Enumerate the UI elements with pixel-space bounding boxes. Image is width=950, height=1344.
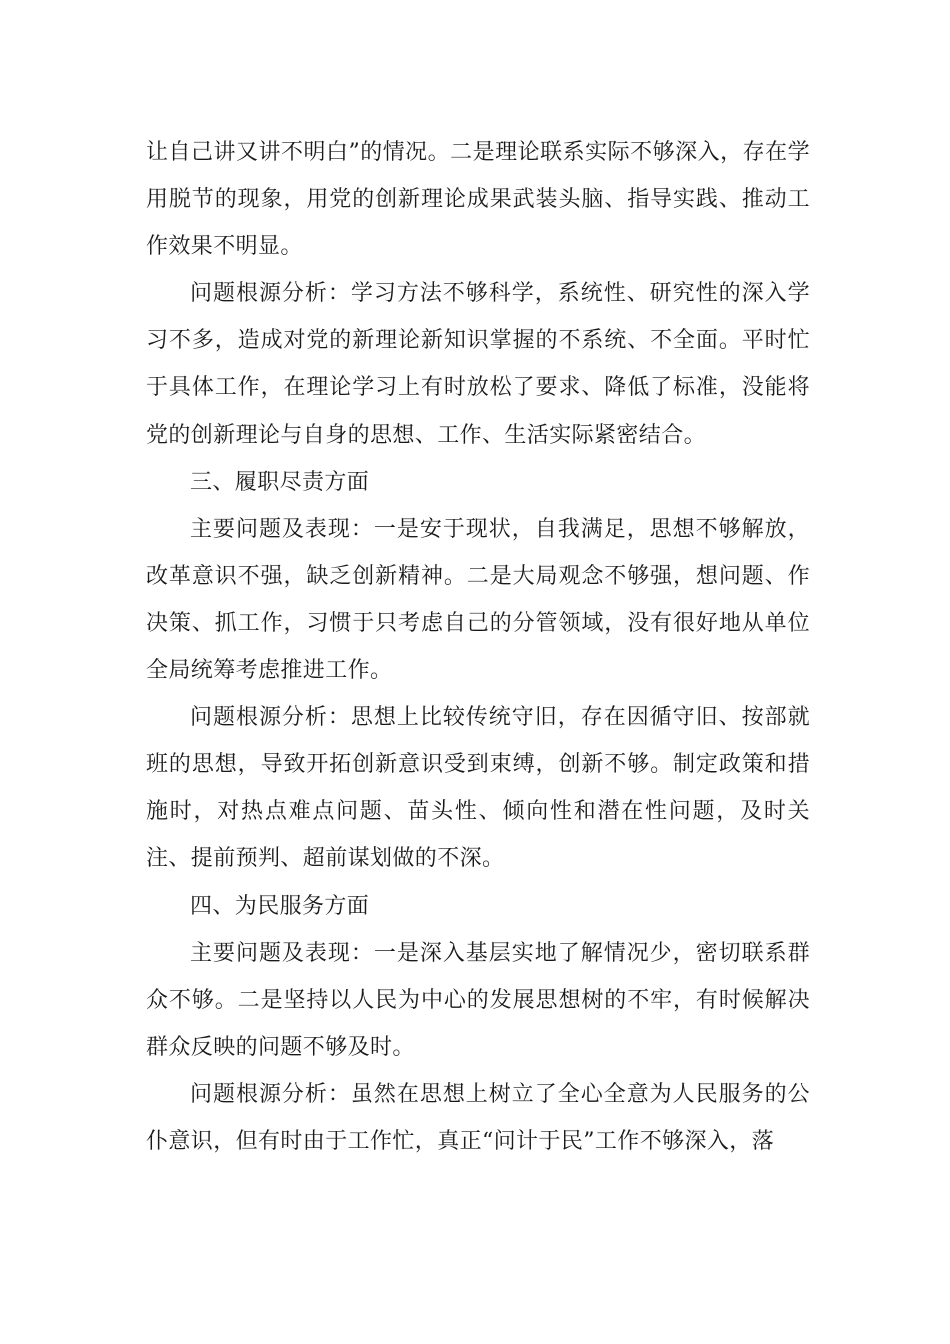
body-paragraph-main-problems: 主要问题及表现：一是安于现状，自我满足，思想不够解放，改革意识不强，缺乏创新精神。二是大局观念不够强，想问题、作决策、抓工作，习惯于只考虑自己的分管领域，没有很好地从单位全局统筹考虑推进工作。 — [146, 516, 810, 684]
body-paragraph-continued: 让自己讲又讲不明白”的情况。二是理论联系实际不够深入，存在学用脱节的现象，用党的创新理论成果武装头脑、指导实践、推动工作效果不明显。 — [146, 140, 810, 260]
section-heading-duty-performance: 三、履职尽责方面 — [190, 469, 370, 495]
body-paragraph-main-problems: 主要问题及表现：一是深入基层实地了解情况少，密切联系群众不够。二是坚持以人民为中心的发展思想树的不牢，有时候解决群众反映的问题不够及时。 — [146, 940, 810, 1060]
document-body — [146, 129, 810, 1165]
body-paragraph-root-cause-analysis: 问题根源分析：思想上比较传统守旧，存在因循守旧、按部就班的思想，导致开拓创新意识受到束缚，创新不够。制定政策和措施时，对热点难点问题、苗头性、倾向性和潜在性问题，及时关注、提前预判、超前谋划做的不深。 — [146, 705, 810, 872]
section-heading-serving-people: 四、为民服务方面 — [190, 893, 370, 919]
body-paragraph-root-cause-analysis: 问题根源分析：学习方法不够科学，系统性、研究性的深入学习不多，造成对党的新理论新知识掌握的不系统、不全面。平时忙于具体工作，在理论学习上有时放松了要求、降低了标准，没能将党的创新理论与自身的思想、工作、生活实际紧密结合。 — [146, 281, 810, 448]
body-paragraph-root-cause-analysis: 问题根源分析：虽然在思想上树立了全心全意为人民服务的公仆意识，但有时由于工作忙，真正“问计于民”工作不够深入，落 — [146, 1081, 810, 1154]
